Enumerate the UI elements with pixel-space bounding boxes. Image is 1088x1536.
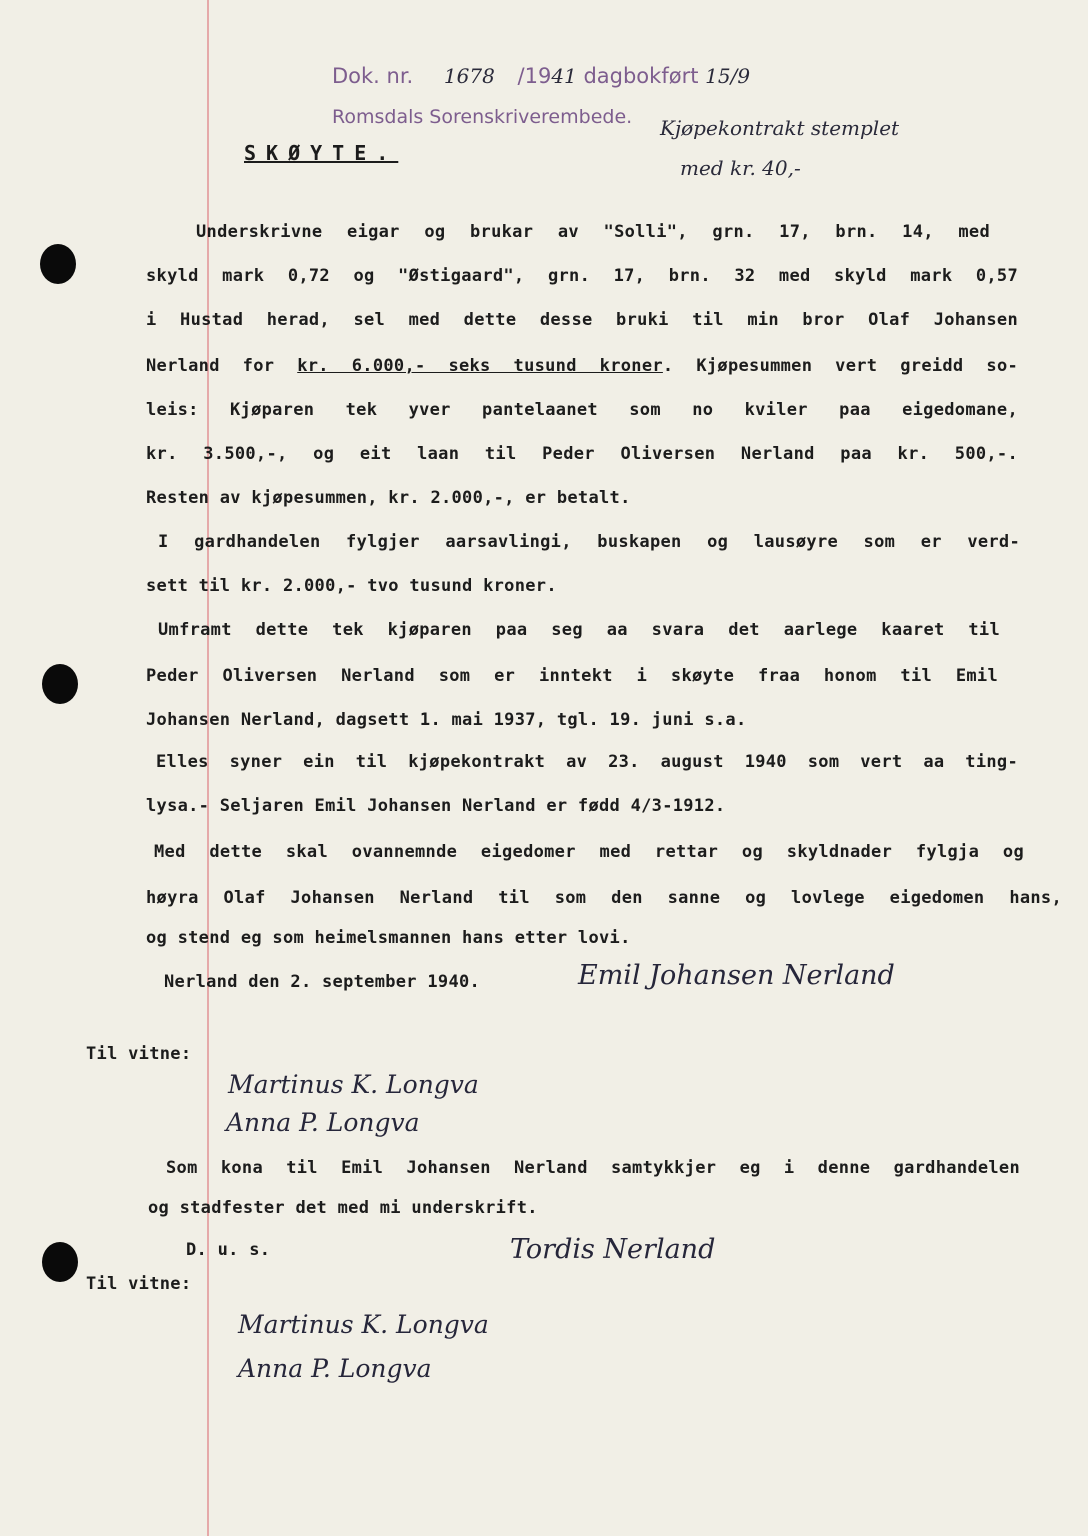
dus-line: D. u. s. [186, 1240, 271, 1260]
punch-hole-middle [42, 664, 78, 704]
body-line-4-start: Nerland for [146, 356, 298, 376]
body-line-10: Umframt dette tek kjøparen paa seg aa svara det aarlege kaaret til [158, 620, 1000, 640]
body-line-11: Peder Oliversen Nerland som er inntekt i skøyte fraa honom til Emil [146, 666, 998, 686]
body-line-13: Elles syner ein til kjøpekontrakt av 23. august 1940 som vert aa ting- [156, 752, 1018, 772]
office-stamp: Romsdals Sorenskriverembede. [332, 106, 633, 128]
consent-line-2: og stadfester det med mi underskrift. [148, 1198, 538, 1218]
punch-hole-top [40, 244, 76, 284]
stamp-duty-note-2: med kr. 40,- [680, 156, 801, 180]
place-date-line: Nerland den 2. september 1940. [164, 972, 481, 992]
body-line-16: høyra Olaf Johansen Nerland til som den sanne og lovlege eigedomen hans, [146, 888, 1062, 908]
dagbokfort-date: 15/9 [705, 64, 751, 88]
document-title: SKØYTE. [244, 141, 399, 165]
year-suffix: 41 [551, 64, 577, 88]
witness-label-2: Til vitne: [86, 1274, 192, 1294]
body-line-6: kr. 3.500,-, og eit laan til Peder Oliversen Nerland paa kr. 500,-. [146, 444, 1018, 464]
consent-line-1: Som kona til Emil Johansen Nerland samtykkjer eg i denne gardhandelen [166, 1158, 1020, 1178]
wife-signature: Tordis Nerland [510, 1234, 716, 1265]
punch-hole-bottom [42, 1242, 78, 1282]
seller-signature: Emil Johansen Nerland [578, 960, 895, 991]
body-line-12: Johansen Nerland, dagsett 1. mai 1937, tgl. 19. juni s.a. [146, 710, 747, 730]
body-line-3: i Hustad herad, sel med dette desse bruki til min bror Olaf Johansen [146, 310, 1018, 330]
witness-signature-2b: Anna P. Longva [238, 1354, 432, 1383]
body-line-4-end: . Kjøpesummen vert greidd so- [662, 356, 1019, 376]
dagbokfort-label: dagbokført [583, 64, 699, 88]
dok-number: 1678 [443, 64, 495, 88]
body-line-17: og stend eg som heimelsmannen hans etter lovi. [146, 928, 631, 948]
body-line-4 [146, 356, 1018, 376]
witness-signature-1b: Anna P. Longva [226, 1108, 420, 1137]
body-line-8: I gardhandelen fylgjer aarsavlingi, buskapen og lausøyre som er verd- [158, 532, 1020, 552]
body-line-1: Underskrivne eigar og brukar av "Solli", grn. 17, brn. 14, med [196, 222, 990, 242]
purchase-price: kr. 6.000,- seks tusund kroner [297, 356, 663, 376]
stamp-duty-note-1: Kjøpekontrakt stemplet [660, 116, 900, 140]
body-line-14: lysa.- Seljaren Emil Johansen Nerland er fødd 4/3-1912. [146, 796, 726, 816]
year-prefix: /19 [517, 64, 552, 88]
dok-stamp [332, 64, 750, 88]
body-line-2: skyld mark 0,72 og "Østigaard", grn. 17, brn. 32 med skyld mark 0,57 [146, 266, 1018, 286]
body-line-7: Resten av kjøpesummen, kr. 2.000,-, er betalt. [146, 488, 631, 508]
body-line-5: leis: Kjøparen tek yver pantelaanet som no kviler paa eigedomane, [146, 400, 1018, 420]
witness-signature-2a: Martinus K. Longva [238, 1310, 489, 1339]
body-line-15: Med dette skal ovannemnde eigedomer med rettar og skyldnader fylgja og [154, 842, 1024, 862]
dok-label: Dok. nr. [332, 64, 414, 88]
witness-signature-1a: Martinus K. Longva [228, 1070, 479, 1099]
body-line-9: sett til kr. 2.000,- tvo tusund kroner. [146, 576, 557, 596]
witness-label-1: Til vitne: [86, 1044, 192, 1064]
